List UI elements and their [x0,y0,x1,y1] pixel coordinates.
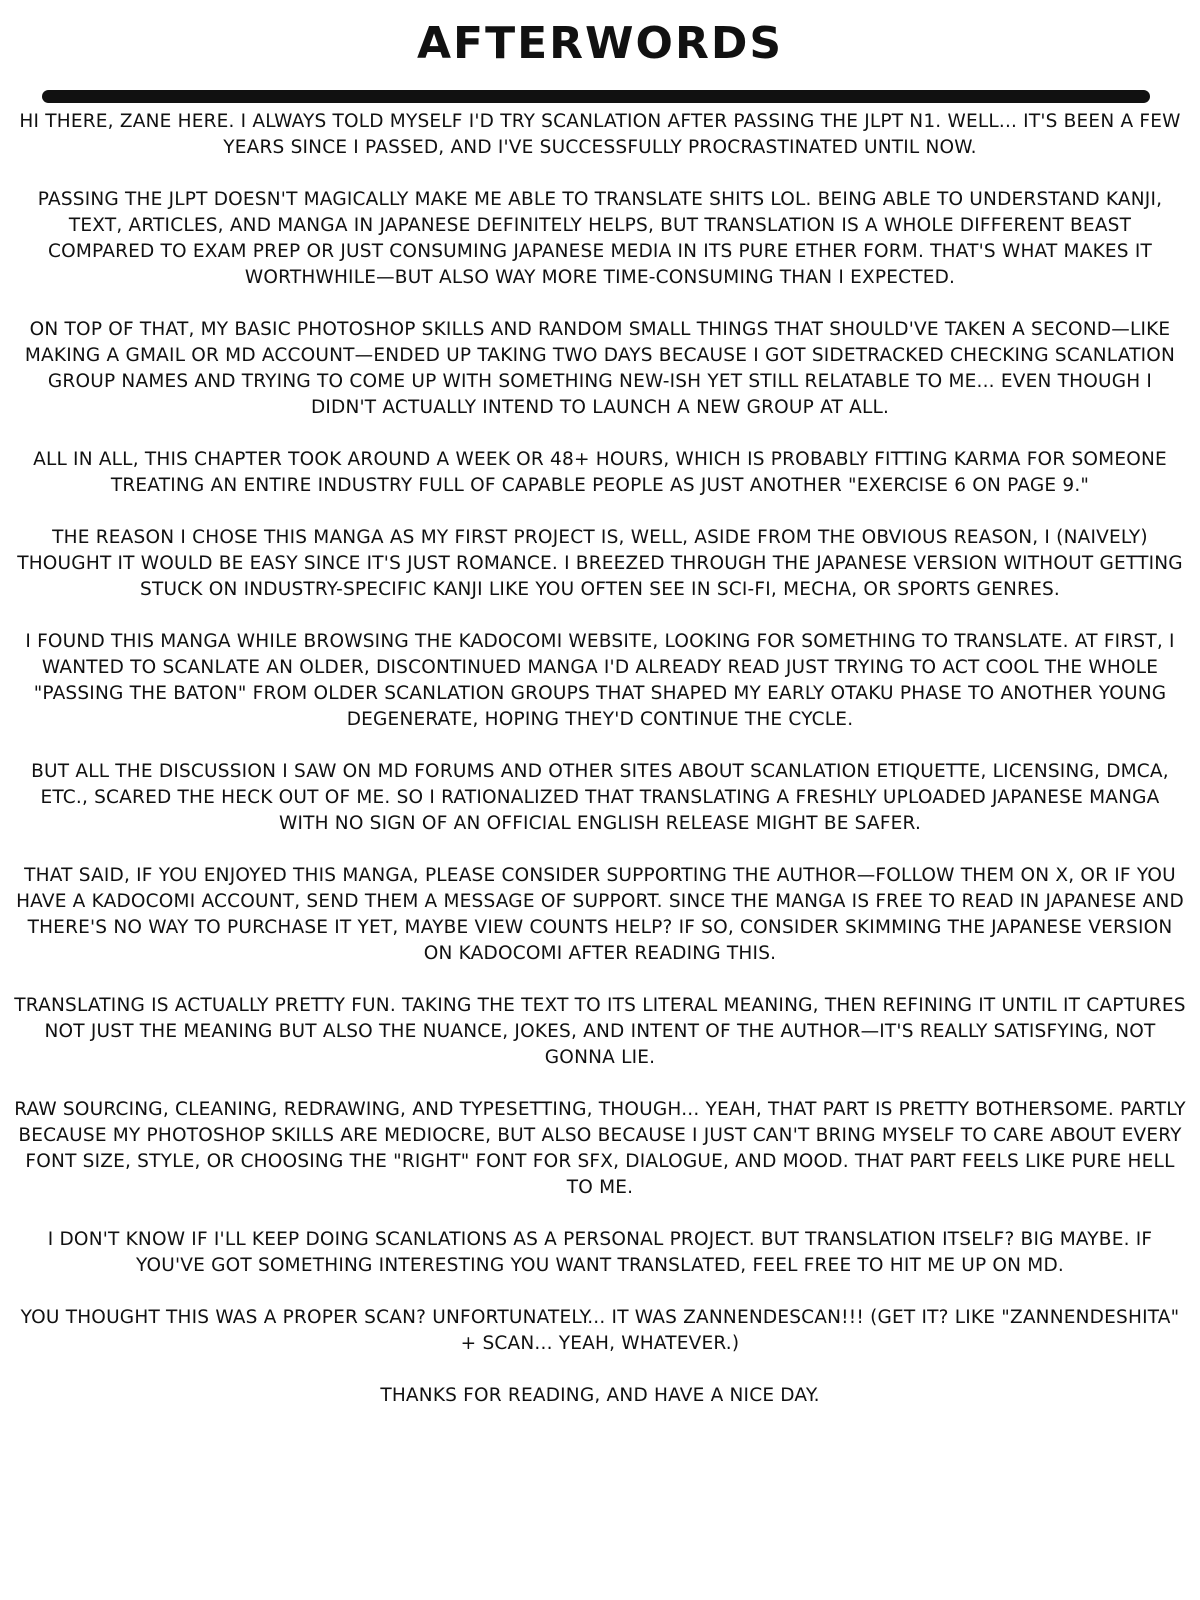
paragraph-5: THE REASON I CHOSE THIS MANGA AS MY FIRST PROJECT IS, WELL, ASIDE FROM THE OBVIOUS REASON, I (NAIVELY) THOUGHT IT WOULD BE EASY SINCE IT'S JUST ROMANCE. I BREEZED THROUGH THE JAPANESE VERSION WITHOUT GETTING STUCK ON INDUSTRY-SPECIFIC KANJI LIKE YOU OFTEN SEE IN SCI-FI, MECHA, OR SPORTS GENRES. [17,527,1183,600]
paragraph-8: THAT SAID, IF YOU ENJOYED THIS MANGA, PLEASE CONSIDER SUPPORTING THE AUTHOR—FOLLOW THEM ON X, OR IF YOU HAVE A KADOCOMI ACCOUNT, SEND THEM A MESSAGE OF SUPPORT. SINCE THE MANGA IS FREE TO READ IN JAPANESE AND THERE'S NO WAY TO PURCHASE IT YET, MAYBE VIEW COUNTS HELP? IF SO, CONSIDER SKIMMING THE JAPANESE VERSION ON KADOCOMI AFTER READING THIS. [16,865,1184,964]
paragraph-1: HI THERE, ZANE HERE. I ALWAYS TOLD MYSELF I'D TRY SCANLATION AFTER PASSING THE JLPT N1. WELL... IT'S BEEN A FEW YEARS SINCE I PASSED, AND I'VE SUCCESSFULLY PROCRASTINATED UNTIL NOW. [19,111,1181,158]
paragraph-13: THANKS FOR READING, AND HAVE A NICE DAY. [380,1385,820,1406]
paragraph-11: I DON'T KNOW IF I'LL KEEP DOING SCANLATIONS AS A PERSONAL PROJECT. BUT TRANSLATION ITSELF? BIG MAYBE. IF YOU'VE GOT SOMETHING INTERESTING YOU WANT TRANSLATED, FEEL FREE TO HIT ME UP ON MD. [47,1229,1153,1276]
paragraph-4: ALL IN ALL, THIS CHAPTER TOOK AROUND A WEEK OR 48+ HOURS, WHICH IS PROBABLY FITTING KARMA FOR SOMEONE TREATING AN ENTIRE INDUSTRY FULL OF CAPABLE PEOPLE AS JUST ANOTHER "EXERCISE 6 ON PAGE 9." [33,449,1167,496]
afterwords-body [14,109,1186,1409]
paragraph-10: RAW SOURCING, CLEANING, REDRAWING, AND TYPESETTING, THOUGH... YEAH, THAT PART IS PRETTY BOTHERSOME. PARTLY BECAUSE MY PHOTOSHOP SKILLS ARE MEDIOCRE, BUT ALSO BECAUSE I JUST CAN'T BRING MYSELF TO CARE ABOUT EVERY FONT SIZE, STYLE, OR CHOOSING THE "RIGHT" FONT FOR SFX, DIALOGUE, AND MOOD. THAT PART FEELS LIKE PURE HELL TO ME. [14,1099,1186,1198]
title-divider [42,90,1150,103]
paragraph-12: YOU THOUGHT THIS WAS A PROPER SCAN? UNFORTUNATELY... IT WAS ZANNENDESCAN!!! (GET IT? LIKE "ZANNENDESHITA" + SCAN... YEAH, WHATEVER.) [20,1307,1180,1354]
paragraph-7: BUT ALL THE DISCUSSION I SAW ON MD FORUMS AND OTHER SITES ABOUT SCANLATION ETIQUETTE, LICENSING, DMCA, ETC., SCARED THE HECK OUT OF ME. SO I RATIONALIZED THAT TRANSLATING A FRESHLY UPLOADED JAPANESE MANGA WITH NO SIGN OF AN OFFICIAL ENGLISH RELEASE MIGHT BE SAFER. [31,761,1169,834]
paragraph-2: PASSING THE JLPT DOESN'T MAGICALLY MAKE ME ABLE TO TRANSLATE SHITS LOL. BEING ABLE TO UNDERSTAND KANJI, TEXT, ARTICLES, AND MANGA IN JAPANESE DEFINITELY HELPS, BUT TRANSLATION IS A WHOLE DIFFERENT BEAST COMPARED TO EXAM PREP OR JUST CONSUMING JAPANESE MEDIA IN ITS PURE ETHER FORM. THAT'S WHAT MAKES IT WORTHWHILE—BUT ALSO WAY MORE TIME-CONSUMING THAN I EXPECTED. [37,189,1163,288]
paragraph-6: I FOUND THIS MANGA WHILE BROWSING THE KADOCOMI WEBSITE, LOOKING FOR SOMETHING TO TRANSLATE. AT FIRST, I WANTED TO SCANLATE AN OLDER, DISCONTINUED MANGA I'D ALREADY READ JUST TRYING TO ACT COOL THE WHOLE "PASSING THE BATON" FROM OLDER SCANLATION GROUPS THAT SHAPED MY EARLY OTAKU PHASE TO ANOTHER YOUNG DEGENERATE, HOPING THEY'D CONTINUE THE CYCLE. [25,631,1175,730]
paragraph-3: ON TOP OF THAT, MY BASIC PHOTOSHOP SKILLS AND RANDOM SMALL THINGS THAT SHOULD'VE TAKEN A SECOND—LIKE MAKING A GMAIL OR MD ACCOUNT—ENDED UP TAKING TWO DAYS BECAUSE I GOT SIDETRACKED CHECKING SCANLATION GROUP NAMES AND TRYING TO COME UP WITH SOMETHING NEW-ISH YET STILL RELATABLE TO ME... EVEN THOUGH I DIDN'T ACTUALLY INTEND TO LAUNCH A NEW GROUP AT ALL. [24,319,1176,418]
page-title: AFTERWORDS [416,18,784,69]
paragraph-9: TRANSLATING IS ACTUALLY PRETTY FUN. TAKING THE TEXT TO ITS LITERAL MEANING, THEN REFINING IT UNTIL IT CAPTURES NOT JUST THE MEANING BUT ALSO THE NUANCE, JOKES, AND INTENT OF THE AUTHOR—IT'S REALLY SATISFYING, NOT GONNA LIE. [14,995,1186,1068]
